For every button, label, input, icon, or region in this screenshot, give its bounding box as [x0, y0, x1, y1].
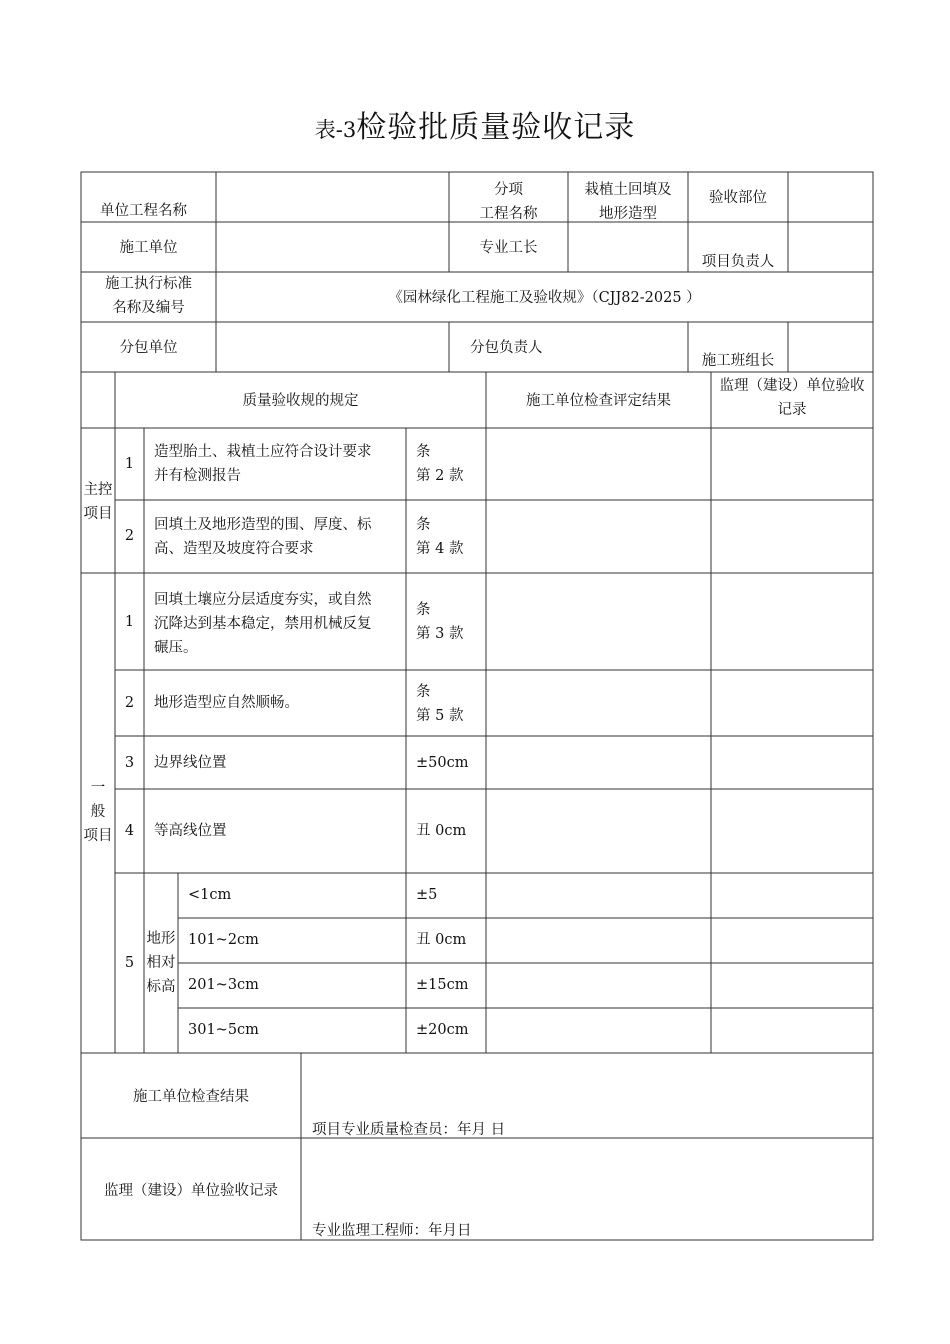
elevation-range: <1cm: [188, 887, 232, 903]
sub-item-label: 分项 工程名称: [479, 182, 538, 222]
main-item-clause: 条 第 2 款: [416, 444, 464, 484]
elevation-range: 301~5cm: [188, 1022, 259, 1038]
column-result: 施工单位检查评定结果: [526, 393, 671, 409]
subcontractor-manager-label: 分包负责人: [470, 340, 543, 356]
general-item-tolerance: ±50cm: [416, 755, 469, 771]
project-manager-label: 项目负责人: [701, 254, 775, 270]
general-item-number: 2: [124, 695, 135, 711]
main-item-number: 2: [124, 528, 135, 544]
team-leader-label: 施工班组长: [701, 353, 775, 369]
main-control-label: 主控 项目: [83, 482, 113, 522]
inspector-signature-line: 项目专业质量检查员：年月 日: [312, 1122, 506, 1138]
elevation-tolerance: ±15cm: [416, 977, 469, 993]
general-label: 一 般 项目: [83, 780, 113, 844]
standard-label: 施工执行标准 名称及编号: [105, 276, 192, 316]
main-item-number: 1: [124, 456, 135, 472]
general-item-text: 边界线位置: [154, 755, 227, 771]
supervision-record-label: 监理（建设）单位验收记录: [104, 1183, 278, 1199]
general-item-text: 地形造型应自然顺畅。: [154, 695, 299, 711]
general-item-number: 4: [124, 823, 135, 839]
elevation-tolerance: ±20cm: [416, 1022, 469, 1038]
title-main: 检验批质量验收记录: [356, 110, 636, 145]
standard-value: 《园林绿化工程施工及验收规》（CJJ82-2025 ）: [388, 290, 701, 306]
general-item-tolerance: 丑 0cm: [416, 823, 467, 839]
check-result-label: 施工单位检查结果: [133, 1089, 249, 1105]
sub-item-value: 栽植土回填及 地形造型: [584, 182, 672, 222]
general-item-clause: 条 第 5 款: [416, 684, 464, 724]
construction-unit-label: 施工单位: [119, 240, 178, 256]
elevation-tolerance: 丑 0cm: [416, 932, 467, 948]
foreman-label: 专业工长: [479, 240, 538, 256]
general-item-number: 1: [124, 614, 135, 630]
engineer-signature-line: 专业监理工程师：年月日: [312, 1223, 472, 1239]
acceptance-part-label: 验收部位: [709, 190, 767, 206]
main-item-text: 造型胎土、栽植土应符合设计要求 并有检测报告: [154, 444, 372, 484]
elevation-tolerance: ±5: [416, 887, 438, 903]
table-number: 表-3: [314, 118, 357, 142]
main-item-clause: 条 第 4 款: [416, 517, 464, 557]
main-item-text: 回填土及地形造型的围、厚度、标 高、造型及坡度符合要求: [154, 517, 372, 557]
subcontractor-label: 分包单位: [119, 340, 178, 356]
column-spec: 质量验收规的规定: [242, 393, 359, 409]
elevation-range: 201~3cm: [188, 977, 259, 993]
general-item-number: 5: [124, 955, 135, 971]
general-item-number: 3: [124, 755, 135, 771]
elevation-range: 101~2cm: [188, 932, 259, 948]
unit-project-label: 单位工程名称: [100, 203, 187, 219]
general-item-clause: 条 第 3 款: [416, 602, 464, 642]
general-item-text: 等高线位置: [154, 823, 227, 839]
relative-elevation-label: 地形 相对 标高: [146, 931, 176, 995]
general-item-text: 回填土壤应分层适度夯实，或自然 沉降达到基本稳定，禁用机械反复 碾压。: [154, 592, 372, 656]
column-supervision: 监理（建设）单位验收 记录: [719, 378, 865, 418]
